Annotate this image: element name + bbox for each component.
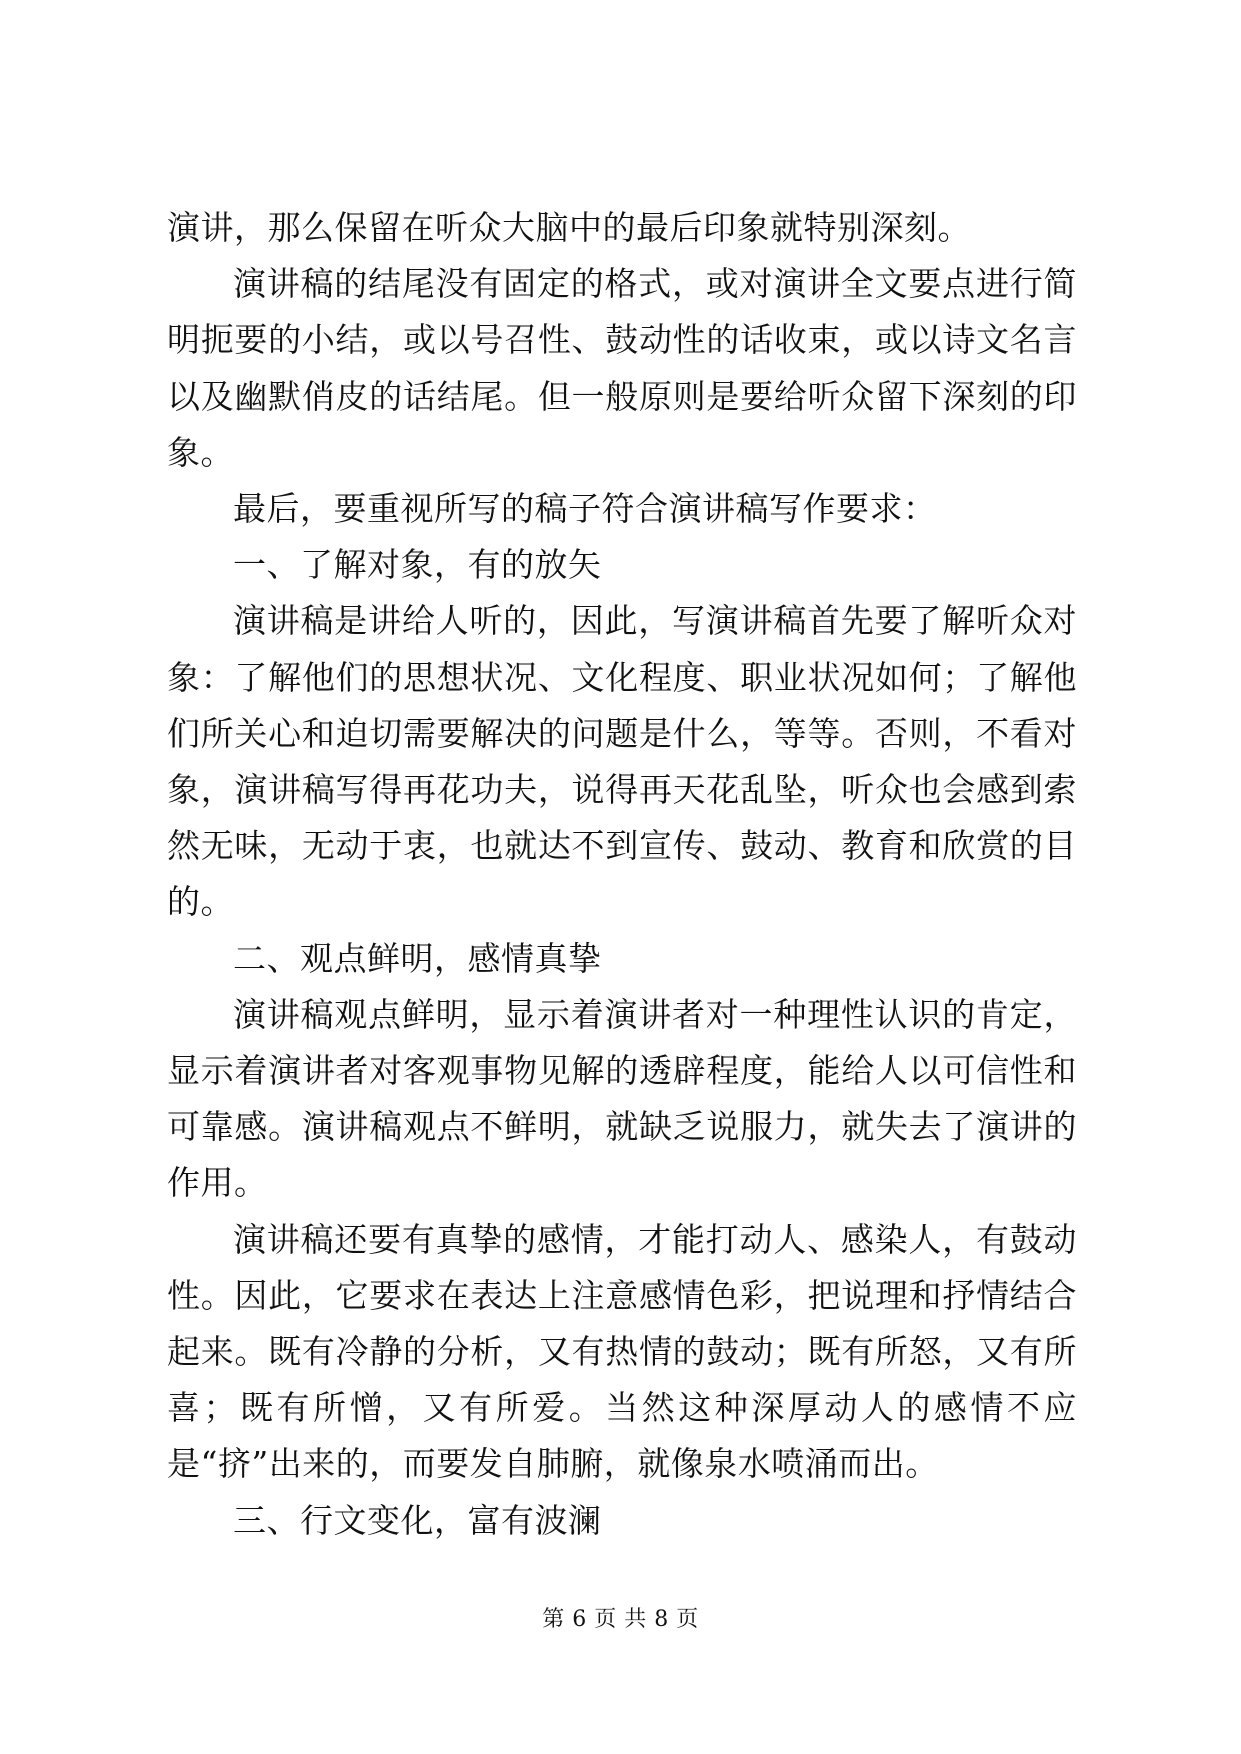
paragraph-8: 演讲稿还要有真挚的感情，才能打动人、感染人，有鼓动性。因此，它要求在表达上注意感情色彩，把说理和抒情结合起来。既有冷静的分析，又有热情的鼓动；既有所怒，又有所喜；既有所憎，又有所爱。当然这种深厚动人的感情不应是“挤”出来的，而要发自肺腑，就像泉水喷涌而出。 bbox=[167, 1219, 1077, 1484]
paragraph-7: 演讲稿观点鲜明，显示着演讲者对一种理性认识的肯定，显示着演讲者对客观事物见解的透辟程度，能给人以可信性和可靠感。演讲稿观点不鲜明，就缺乏说服力，就失去了演讲的作用。 bbox=[167, 994, 1077, 1203]
paragraph-3: 最后，要重视所写的稿子符合演讲稿写作要求： bbox=[233, 489, 937, 529]
section-heading-3: 三、行文变化，富有波澜 bbox=[233, 1500, 602, 1540]
paragraph-1: 演讲，那么保留在听众大脑中的最后印象就特别深刻。 bbox=[167, 208, 971, 247]
paragraph-5: 演讲稿是讲给人听的，因此，写演讲稿首先要了解听众对象：了解他们的思想状况、文化程度、职业状况如何；了解他们所关心和迫切需要解决的问题是什么，等等。否则，不看对象，演讲稿写得再花功夫，说得再天花乱坠，听众也会感到索然无味，无动于衷，也就达不到宣传、鼓动、教育和欣赏的目的。 bbox=[167, 601, 1077, 922]
section-heading-1: 一、了解对象，有的放矢 bbox=[233, 545, 602, 585]
paragraph-2: 演讲稿的结尾没有固定的格式，或对演讲全文要点进行简明扼要的小结，或以号召性、鼓动性的话收束，或以诗文名言以及幽默俏皮的话结尾。但一般原则是要给听众留下深刻的印象。 bbox=[167, 264, 1077, 472]
page-number-footer: 第 6 页 共 8 页 bbox=[542, 1607, 699, 1632]
section-heading-2: 二、观点鲜明，感情真挚 bbox=[233, 938, 602, 978]
document-body bbox=[167, 200, 1077, 1549]
